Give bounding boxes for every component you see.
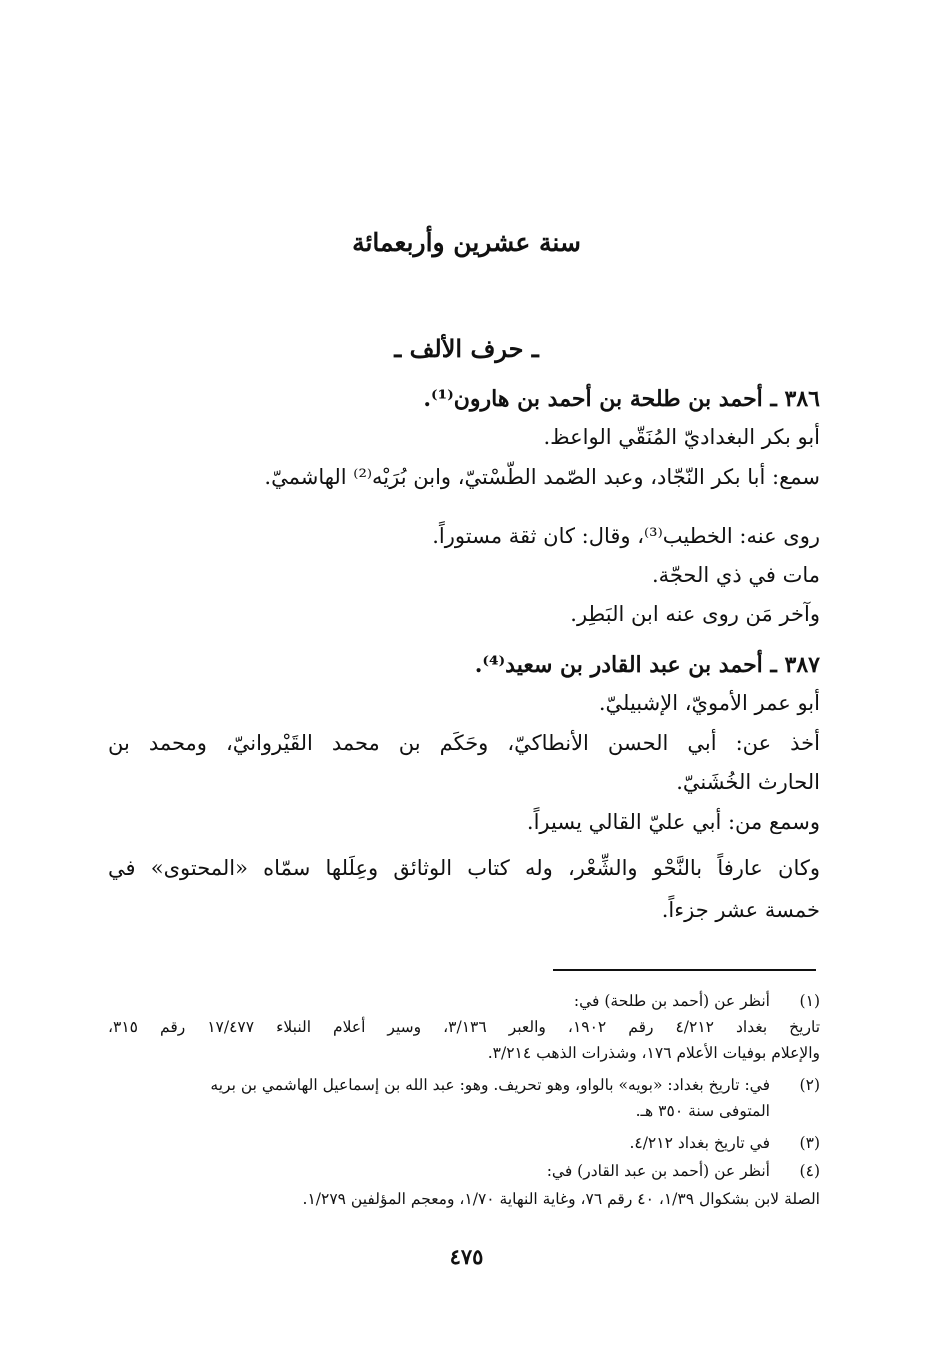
entry-line: وسمع من: أبي عليّ القالي يسيراً.	[526, 810, 820, 834]
footnote-text: في تاريخ بغداد ٤/٢١٢.	[629, 1134, 770, 1152]
footnote-number: (٤)	[799, 1162, 820, 1180]
entry-line: مات في ذي الحجّة.	[651, 563, 820, 587]
entry-line: أخذ عن: أبي الحسن الأنطاكيّ، وحَكَم بن محمد القَيْروانيّ، ومحمد بن	[108, 731, 820, 755]
entry-heading-386: ٣٨٦ ـ أحمد بن طلحة بن أحمد بن هارون⁽¹⁾.	[423, 386, 820, 412]
entry-line: وكان عارفاً بالنَّحْو والشِّعْر، وله كتاب الوثائق وعِلَلها سمّاه «المحتوى» في	[108, 856, 820, 880]
entry-line: أبو بكر البغداديّ المُنَقّي الواعظ.	[543, 425, 820, 449]
letter-section-heading: ـ حرف الألف ـ	[394, 334, 539, 363]
entry-line: روى عنه: الخطيب⁽³⁾، وقال: كان ثقة مستوراً.	[432, 524, 820, 548]
footnote-text: أنظر عن (أحمد بن طلحة) في:	[573, 992, 770, 1010]
entry-line: وآخر مَن روى عنه ابن البَطِر.	[570, 602, 820, 626]
entry-heading-387: ٣٨٧ ـ أحمد بن عبد القادر بن سعيد⁽⁴⁾.	[474, 652, 820, 678]
entry-line: خمسة عشر جزءاً.	[661, 898, 820, 922]
footnote-text: تاريخ بغداد ٤/٢١٢ رقم ١٩٠٢، والعبر ٣/١٣٦، وسير أعلام النبلاء ١٧/٤٧٧ رقم ٣١٥،	[108, 1018, 821, 1036]
footnote-separator	[553, 969, 816, 971]
footnote-text: في: تاريخ بغداد: «بويه» بالواو، وهو تحريف. وهو: عبد الله بن إسماعيل الهاشمي بن بريه	[210, 1076, 770, 1094]
entry-line: الحارث الخُشَنيّ.	[676, 770, 820, 794]
year-heading: سنة عشرين وأربعمائة	[352, 228, 581, 257]
footnote-text: والإعلام بوفيات الأعلام ١٧٦، وشذرات الذهب ٣/٢١٤.	[487, 1044, 820, 1062]
footnote-text: أنظر عن (أحمد بن عبد القادر) في:	[546, 1162, 770, 1180]
footnote-number: (٢)	[799, 1076, 820, 1094]
footnote-number: (١)	[799, 992, 820, 1010]
footnote-number: (٣)	[799, 1134, 820, 1152]
footnote-text: الصلة لابن بشكوال ١/٣٩، ٤٠ رقم ٧٦، وغاية النهاية ١/٧٠، ومعجم المؤلفين ١/٢٧٩.	[302, 1190, 820, 1208]
page-number: ٤٧٥	[449, 1244, 484, 1269]
footnote-text: المتوفى سنة ٣٥٠ هـ.	[635, 1102, 770, 1120]
entry-line: أبو عمر الأمويّ، الإشبيليّ.	[598, 691, 820, 715]
entry-line: سمع: أبا بكر النّجّاد، وعبد الصّمد الطّسْتيّ، وابن بُرَيْه⁽²⁾ الهاشميّ.	[264, 465, 820, 489]
